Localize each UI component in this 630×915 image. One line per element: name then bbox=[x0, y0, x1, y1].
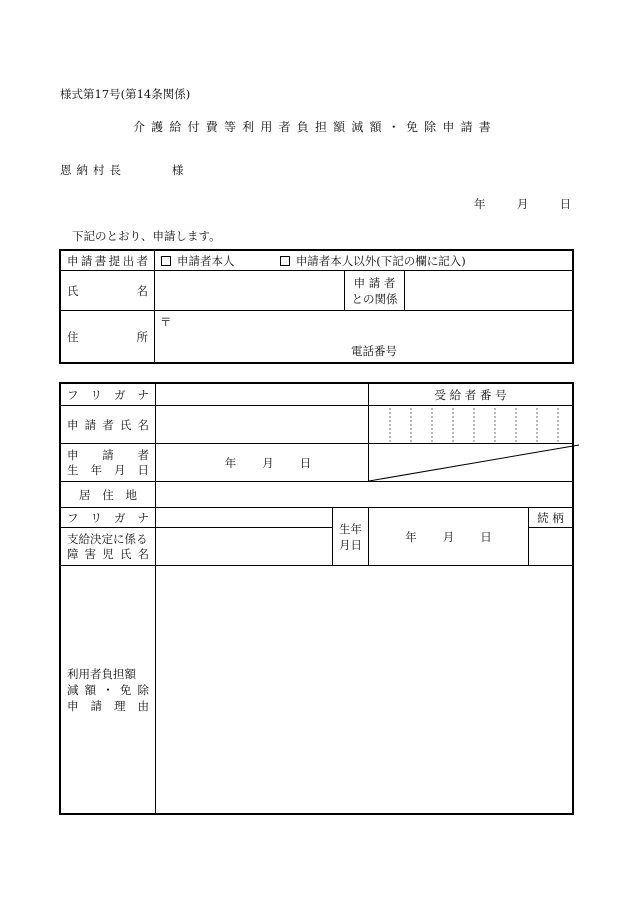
label-char: 申 bbox=[67, 253, 79, 268]
label-char: 請 bbox=[90, 698, 102, 713]
name-field[interactable] bbox=[155, 271, 345, 311]
birth-month: 月 bbox=[262, 455, 274, 470]
child-birth-year: 年 bbox=[405, 529, 417, 544]
label-char: ・ bbox=[102, 682, 114, 697]
applicant-birth-label-cell bbox=[61, 444, 156, 482]
postal-mark: 〒 bbox=[160, 315, 172, 329]
application-date bbox=[474, 196, 571, 212]
furigana-label-cell bbox=[61, 384, 156, 406]
furigana-char: リ bbox=[90, 510, 102, 525]
label-char: 障 bbox=[67, 546, 79, 561]
option-other-label: 申請者本人以外(下記の欄に記入) bbox=[295, 253, 466, 268]
label-char: 理 bbox=[114, 698, 126, 713]
relation-field[interactable] bbox=[405, 271, 573, 311]
document-title: 介護給付費等利用者負担額減額・免除申請書 bbox=[132, 120, 497, 134]
recipient-number-dividers bbox=[369, 406, 579, 444]
reason-label-cell bbox=[61, 566, 156, 814]
label-char: 者 bbox=[102, 417, 114, 432]
reason-label-line1: 利用者負担額 bbox=[67, 666, 136, 681]
furigana-char: ナ bbox=[137, 387, 149, 402]
recipient-blank-diagonal bbox=[369, 444, 573, 482]
label-char: 出 bbox=[122, 253, 135, 268]
label-char: 請 bbox=[102, 447, 114, 462]
birth-year: 年 bbox=[224, 455, 237, 470]
label-char: 氏 bbox=[119, 546, 132, 561]
applicant-birth-field[interactable] bbox=[156, 444, 369, 482]
furigana-char: ガ bbox=[114, 387, 126, 402]
address-label-2: 所 bbox=[136, 329, 148, 344]
label-char: 申 bbox=[67, 447, 79, 462]
label-char: 請 bbox=[84, 417, 97, 432]
residence-label-cell bbox=[61, 482, 156, 508]
child-furigana-label-cell bbox=[61, 508, 156, 528]
diagonal-line bbox=[369, 444, 579, 482]
submitter-label-text bbox=[67, 253, 148, 269]
furigana-char: リ bbox=[90, 387, 102, 402]
recipient-number-label: 受 給 者 番 号 bbox=[369, 384, 573, 406]
label-char: 地 bbox=[125, 487, 137, 502]
label-char: 年 bbox=[90, 462, 102, 477]
birth-day: 日 bbox=[299, 455, 312, 470]
label-char: 書 bbox=[94, 253, 107, 268]
name-label-1: 氏 bbox=[67, 283, 79, 298]
label-char: 生 bbox=[67, 462, 79, 477]
label-char: 月 bbox=[114, 462, 126, 477]
checkbox-self[interactable] bbox=[161, 256, 171, 266]
submitter-table bbox=[60, 250, 573, 363]
label-char: 者 bbox=[136, 253, 148, 268]
furigana-field[interactable] bbox=[156, 384, 369, 406]
furigana-char: フ bbox=[67, 387, 79, 402]
child-label-line1: 支給決定に係る bbox=[67, 531, 148, 546]
name-label-cell bbox=[61, 271, 155, 311]
date-day: 日 bbox=[559, 197, 572, 211]
date-year: 年 bbox=[474, 197, 486, 211]
name-label-2: 名 bbox=[136, 283, 148, 298]
child-birth-field[interactable] bbox=[369, 508, 529, 566]
checkbox-other[interactable] bbox=[280, 256, 290, 266]
furigana-char: フ bbox=[67, 510, 79, 525]
child-birth-month: 月 bbox=[442, 529, 455, 544]
label-char: 名 bbox=[137, 417, 149, 432]
address-label-cell bbox=[61, 311, 155, 363]
label-char: 提 bbox=[108, 253, 121, 268]
label-char: 居 bbox=[79, 487, 91, 502]
applicant-name-field[interactable] bbox=[156, 406, 369, 444]
label-char: 害 bbox=[84, 546, 97, 561]
form-number: 様式第17号(第14条関係) bbox=[60, 87, 191, 101]
option-self-label: 申請者本人 bbox=[177, 253, 235, 268]
relation-label-cell bbox=[345, 271, 405, 311]
address-label-1: 住 bbox=[67, 329, 79, 344]
submitter-options bbox=[155, 251, 573, 271]
applicant-name-label-cell bbox=[61, 406, 156, 444]
label-char: 除 bbox=[137, 682, 149, 697]
label-char: 日 bbox=[137, 462, 149, 477]
addressee: 恩納村長 bbox=[60, 163, 126, 177]
label-char: 児 bbox=[102, 546, 114, 561]
recipient-number-field[interactable] bbox=[369, 406, 573, 444]
child-birth-label-line1: 生年 bbox=[339, 521, 362, 536]
label-char: 減 bbox=[67, 682, 79, 697]
child-name-label-cell bbox=[61, 528, 156, 566]
relationship-label: 続 柄 bbox=[529, 508, 573, 528]
label-char: 請 bbox=[80, 253, 93, 268]
furigana-char: ガ bbox=[114, 510, 126, 525]
label-char: 氏 bbox=[119, 417, 132, 432]
child-birth-label-line2: 月日 bbox=[339, 537, 362, 552]
applicant-table bbox=[60, 383, 573, 814]
label-char: 申 bbox=[67, 417, 79, 432]
relationship-field[interactable] bbox=[529, 528, 573, 566]
relation-label-line2: との関係 bbox=[351, 291, 398, 306]
address-field[interactable] bbox=[155, 311, 573, 363]
label-char: 名 bbox=[137, 546, 149, 561]
furigana-char: ナ bbox=[137, 510, 149, 525]
child-furigana-field[interactable] bbox=[156, 508, 333, 528]
relation-label-line1: 申 請 者 bbox=[353, 275, 396, 290]
label-char: 住 bbox=[102, 487, 114, 502]
child-birth-label-cell bbox=[333, 508, 369, 566]
residence-field[interactable] bbox=[156, 482, 573, 508]
child-name-field[interactable] bbox=[156, 528, 333, 566]
child-birth-day: 日 bbox=[480, 529, 492, 544]
label-char: 額 bbox=[84, 682, 97, 697]
honorific: 様 bbox=[172, 163, 184, 177]
intro-text: 下記のとおり、申請します。 bbox=[72, 229, 221, 243]
label-char: 者 bbox=[137, 447, 149, 462]
phone-label: 電話番号 bbox=[351, 344, 397, 358]
submitter-label bbox=[61, 251, 155, 271]
reason-field[interactable] bbox=[156, 566, 573, 814]
date-month: 月 bbox=[516, 197, 529, 211]
label-char: 申 bbox=[67, 698, 79, 713]
label-char: 免 bbox=[119, 682, 132, 697]
label-char: 由 bbox=[137, 698, 149, 713]
